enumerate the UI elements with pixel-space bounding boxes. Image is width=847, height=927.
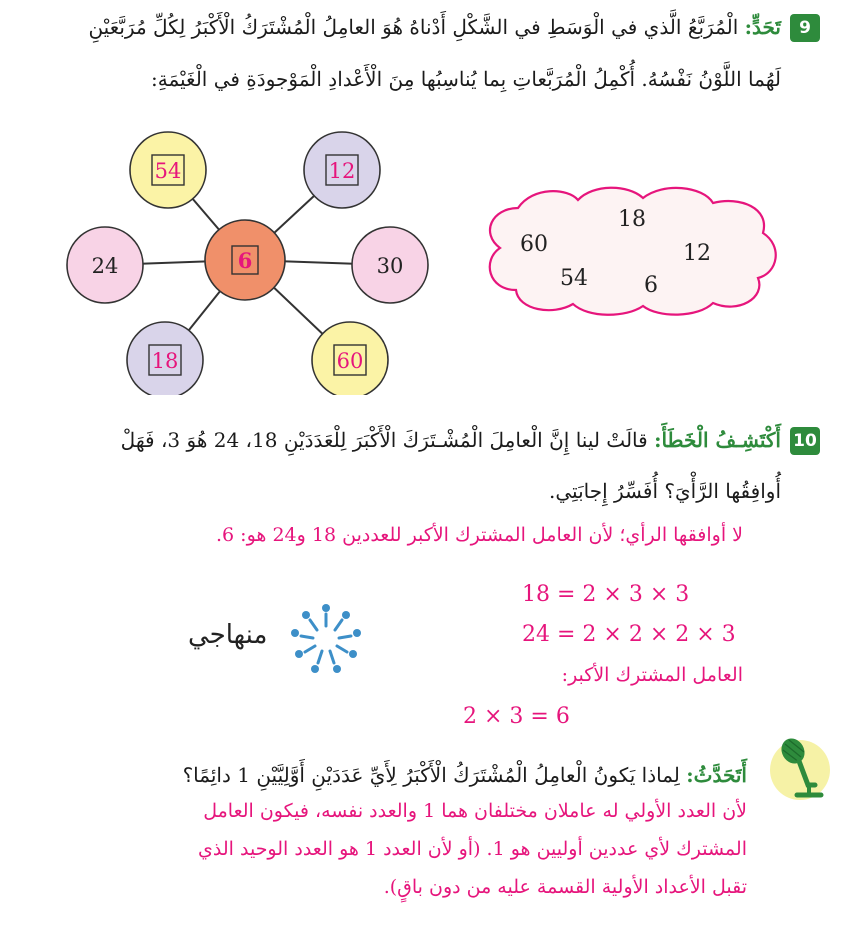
logo-text: منهاجي [188,620,268,650]
circle-value-right: 30 [376,254,404,278]
gcf-diagram [60,125,440,395]
question-9-keyword: تَحَدٍّ: [744,15,781,39]
box-value-center: 6 [237,248,253,273]
talk-answer-line-3: تقبل الأعداد الأولية القسمة عليه من دون باقٍ). [383,876,747,898]
question-number-badge: 10 [790,427,820,455]
factorization-24: 24 = 2 × 2 × 2 × 3 [522,622,736,647]
cloud-number: 54 [560,266,588,291]
question-9-line-2: لَهُما اللَّوْنُ نَفْسُهُ. أُكْمِلُ الْمُرَبَّعاتِ بِما يُناسِبُها مِنَ الْأَعْدادِ الْمَوْجودَةِ في الْغَيْمَةِ: [151,67,781,91]
minhaji-logo-icon [287,600,365,678]
number-cloud [478,178,788,318]
factorization-18: 18 = 2 × 3 × 3 [522,582,690,607]
talk-answer-line-2: المشترك لأي عددين أوليين هو 1. (أو لأن العدد 1 هو العدد الوحيد الذي [198,838,747,860]
box-value-bottom-left: 18 [151,349,179,373]
cloud-number: 12 [683,241,711,266]
circle-value-left: 24 [91,254,119,278]
question-10-line-1 [121,425,781,455]
question-10-keyword: أَكْتَشِـفُ الْخَطَأَ: [654,428,781,452]
microphone-icon [775,735,827,803]
talk-keyword: أَتَحَدَّثُ: [686,763,747,787]
question-number-badge: 9 [790,14,820,42]
talk-question: لِماذا يَكونُ الْعامِلُ الْمُشْتَرَكُ الْأَكْبَرُ لِأَيِّ عَدَدَيْنِ أَوَّلِيَّيْنِ 1 دائِمًا؟ [182,763,680,787]
question-10-answer: لا أوافقها الرأي؛ لأن العامل المشترك الأكبر للعددين 18 و24 هو: 6. [216,524,743,546]
gcf-result: 2 × 3 = 6 [463,704,570,729]
question-9-line-1 [88,12,781,42]
gcf-label: العامل المشترك الأكبر: [561,664,743,686]
question-10-line-2: أُوافِقُها الرَّأْيَ؟ أُفَسِّرُ إِجابَتِي. [549,479,781,503]
talk-question-line [183,760,747,790]
box-value-top-right: 12 [328,159,356,183]
talk-answer-line-1: لأن العدد الأولي له عاملان مختلفان هما 1 والعدد نفسه، فيكون العامل [203,800,747,822]
box-value-bottom-right: 60 [336,349,364,373]
cloud-number: 6 [644,273,658,298]
cloud-number: 60 [520,232,548,257]
cloud-number: 18 [618,207,646,232]
question-10-text-1: قالَتْ لينا إِنَّ الْعامِلَ الْمُشْـتَرَكَ الْأَكْبَرَ لِلْعَدَدَيْنِ 18، 24 هُوَ 3، فَهَلْ [120,428,648,452]
question-9-text-1: الْمُرَبَّعُ الَّذي في الْوَسَطِ في الشَّكْلِ أَدْناهُ هُوَ العامِلُ الْمُشْتَرَكُ الْأَكْبَرُ لِكُلِّ مُرَبَّعَيْنِ [88,15,739,39]
box-value-top-left: 54 [154,159,182,183]
